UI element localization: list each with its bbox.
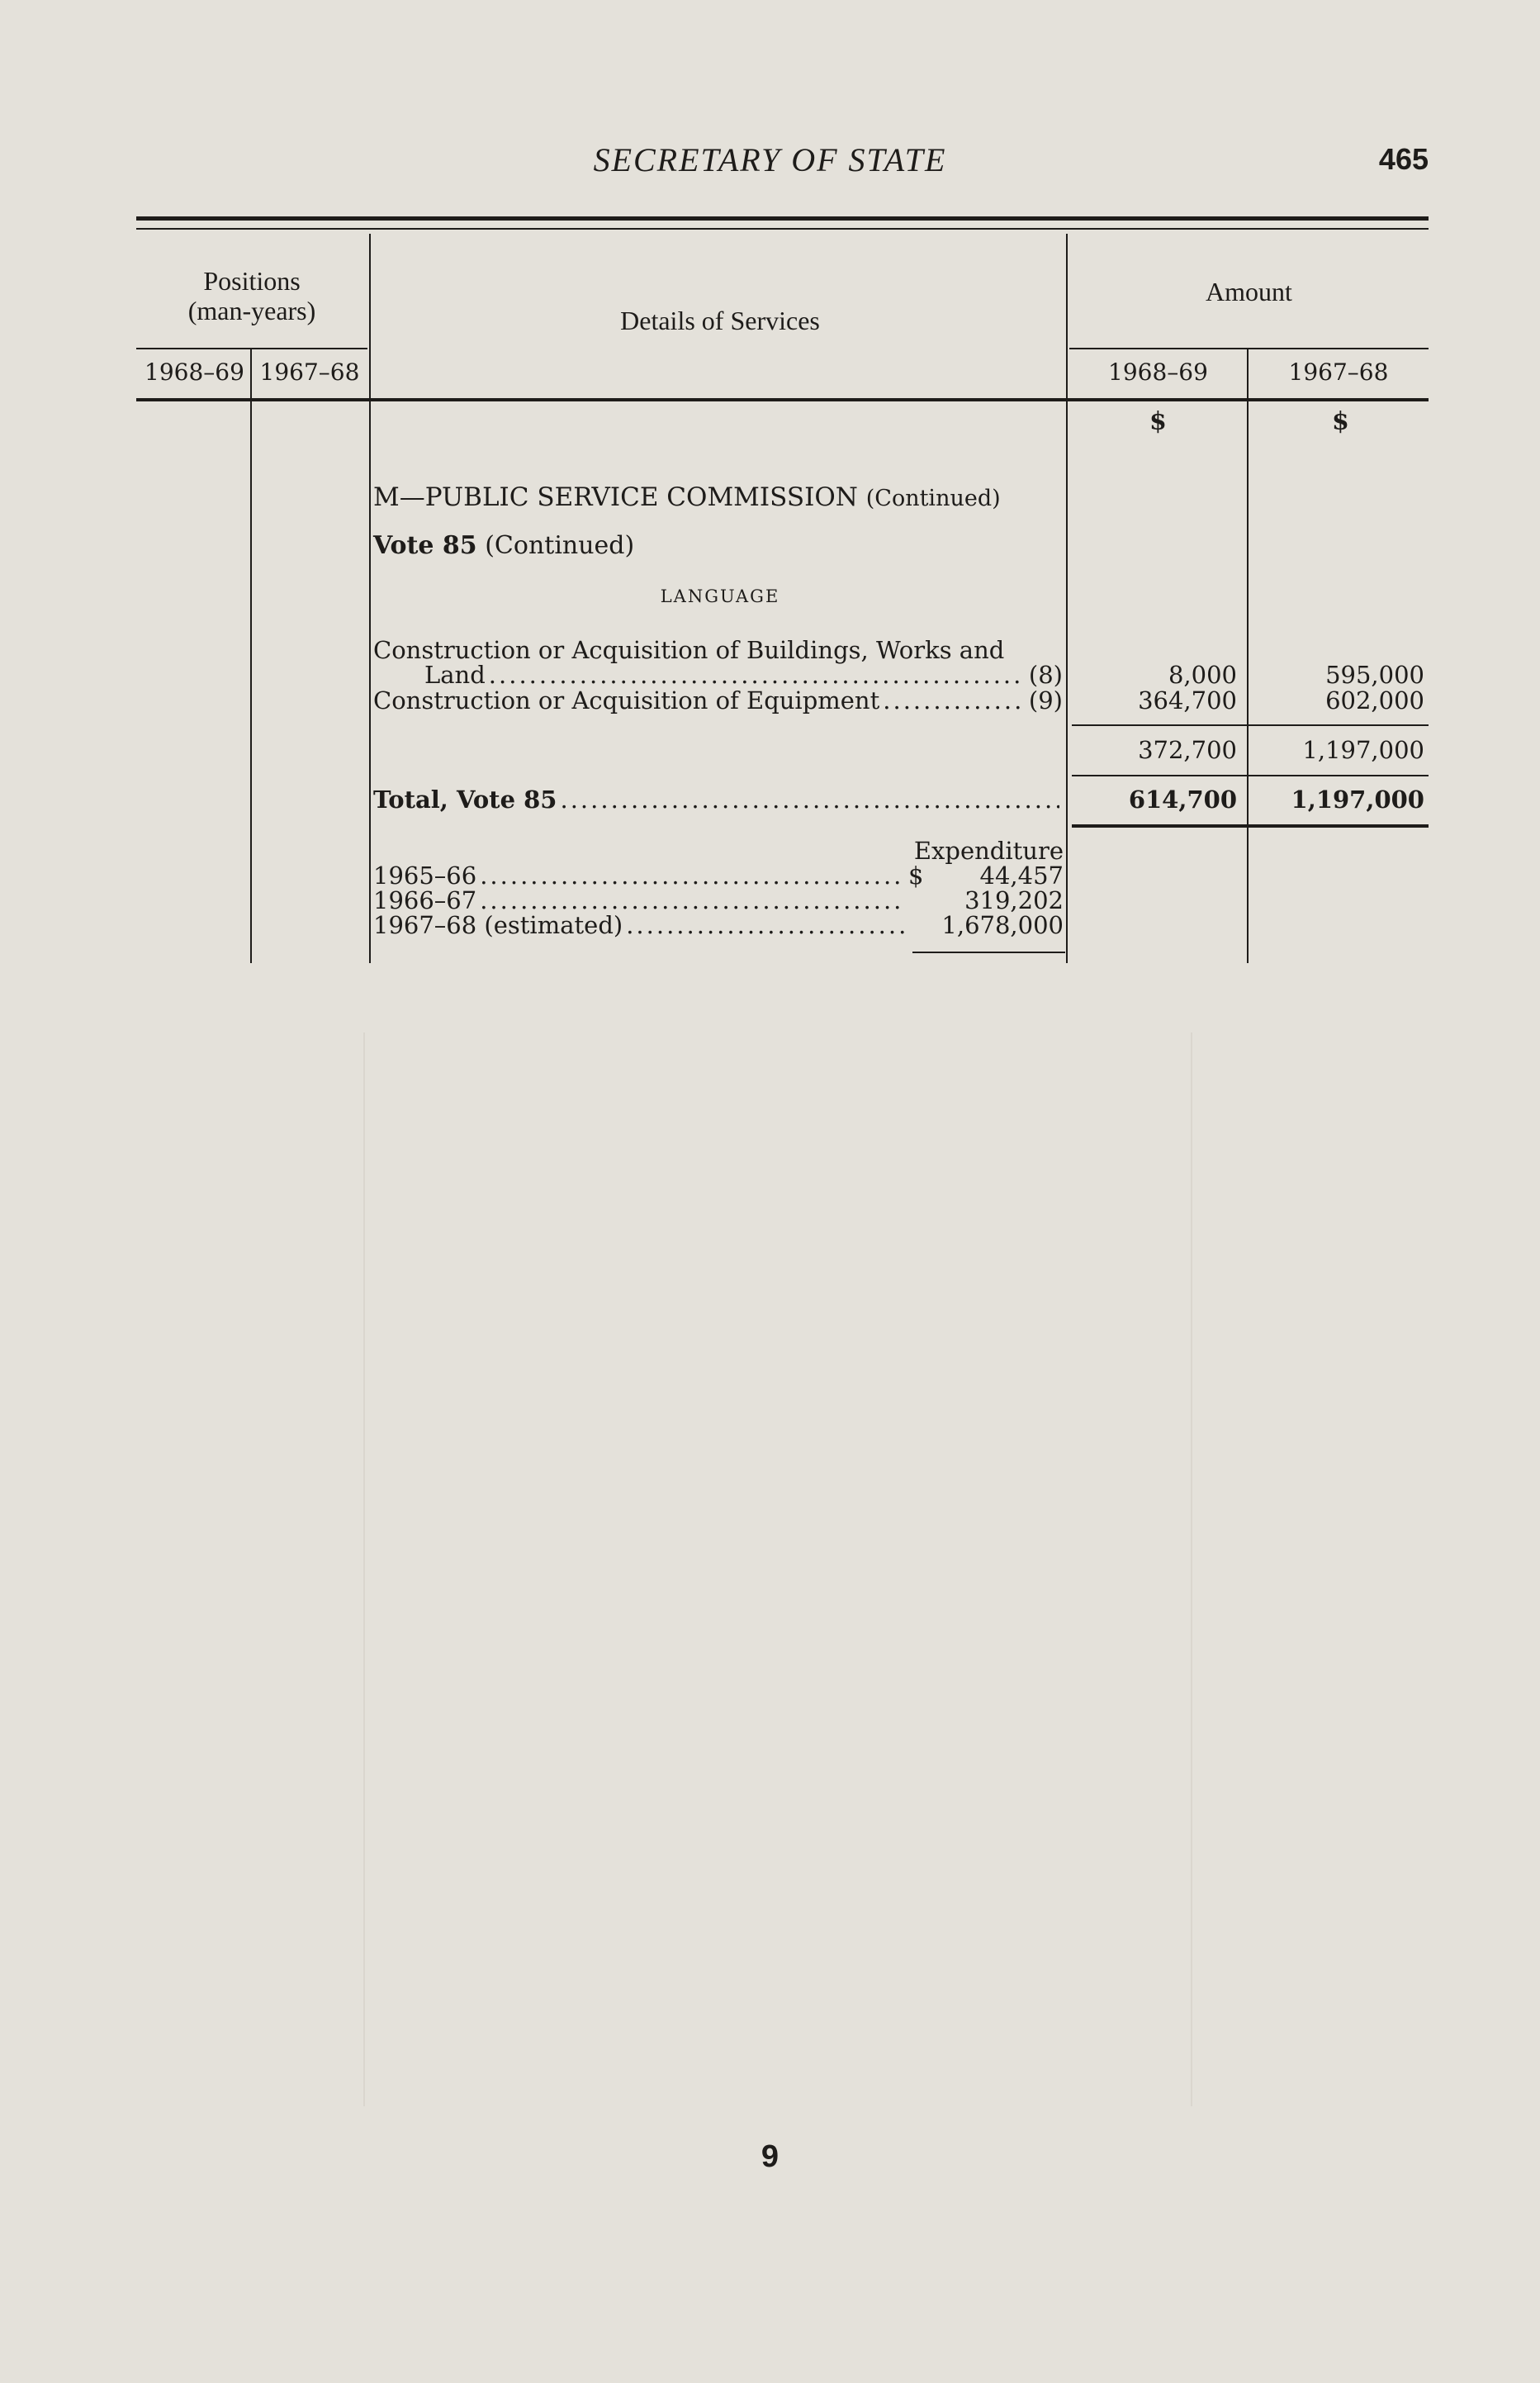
item-1-label-line1: Construction or Acquisition of Buildings, Works and bbox=[373, 636, 1005, 664]
page-number: 465 bbox=[1378, 142, 1429, 176]
item-2-label: Construction or Acquisition of Equipment bbox=[373, 686, 880, 714]
col-rule-positions-split bbox=[250, 348, 252, 963]
subtotal-amount-1968: 372,700 bbox=[1138, 736, 1237, 764]
folio-number: 9 bbox=[761, 2139, 779, 2174]
currency-1968: $ bbox=[1149, 407, 1167, 436]
expenditure-bottom-rule bbox=[912, 952, 1065, 953]
expenditure-year-2: 1966–67 bbox=[373, 886, 477, 914]
positions-header-line1: Positions bbox=[203, 266, 301, 296]
item-1-label-line2: Land bbox=[424, 661, 486, 689]
positions-header bbox=[136, 266, 367, 325]
subtotal-rule bbox=[1072, 724, 1429, 726]
col-rule-details-left bbox=[369, 234, 371, 963]
expenditure-leader-3 bbox=[626, 911, 905, 939]
amount-header: Amount bbox=[1206, 277, 1292, 306]
item-1-amount-1968: 8,000 bbox=[1168, 661, 1237, 689]
currency-1967: $ bbox=[1332, 407, 1349, 436]
amount-year-1968: 1968–69 bbox=[1108, 358, 1208, 386]
section-title-main: M—PUBLIC SERVICE COMMISSION bbox=[373, 482, 858, 512]
vote-continued: (Continued) bbox=[485, 531, 635, 560]
bleed-through bbox=[363, 1032, 1192, 2106]
item-1-leader bbox=[489, 661, 1026, 689]
expenditure-year-3: 1967–68 (estimated) bbox=[373, 911, 623, 939]
col-rule-amount-split bbox=[1247, 348, 1249, 963]
expenditure-currency: $ bbox=[908, 862, 924, 890]
expenditure-heading: Expenditure bbox=[913, 837, 1064, 865]
total-leader bbox=[560, 786, 1059, 814]
item-1-ref: (8) bbox=[1028, 661, 1063, 689]
vote-heading bbox=[373, 531, 634, 560]
amount-header-rule bbox=[1069, 348, 1429, 349]
total-amount-1968: 614,700 bbox=[1128, 786, 1237, 814]
positions-year-1967: 1967–68 bbox=[259, 358, 360, 386]
positions-header-line2: (man-years) bbox=[187, 296, 316, 325]
expenditure-amount-2: 319,202 bbox=[964, 886, 1064, 914]
positions-header-rule bbox=[136, 348, 367, 349]
expenditure-row-1 bbox=[373, 862, 908, 890]
vote-label: Vote 85 bbox=[373, 531, 477, 560]
item-2-leader bbox=[883, 686, 1026, 714]
total-bottom-rule bbox=[1072, 824, 1429, 828]
item-1-amount-1967: 595,000 bbox=[1325, 661, 1424, 689]
item-2-amount-1968: 364,700 bbox=[1138, 686, 1237, 714]
amount-year-1967: 1967–68 bbox=[1288, 358, 1389, 386]
expenditure-row-3 bbox=[373, 911, 908, 939]
header-bottom-rule bbox=[136, 398, 1429, 401]
item-2-line bbox=[373, 686, 1063, 714]
expenditure-amount-1: 44,457 bbox=[979, 862, 1064, 890]
subtotal-amount-1967: 1,197,000 bbox=[1302, 736, 1424, 764]
top-rule bbox=[136, 216, 1429, 221]
total-top-rule bbox=[1072, 775, 1429, 776]
section-title bbox=[373, 482, 1001, 512]
expenditure-row-2 bbox=[373, 886, 908, 914]
item-2-ref: (9) bbox=[1028, 686, 1063, 714]
total-label: Total, Vote 85 bbox=[373, 786, 557, 814]
expenditure-amount-3: 1,678,000 bbox=[941, 911, 1064, 939]
details-header: Details of Services bbox=[620, 306, 820, 335]
total-amount-1967: 1,197,000 bbox=[1291, 786, 1424, 814]
item-2-amount-1967: 602,000 bbox=[1325, 686, 1424, 714]
expenditure-leader-2 bbox=[480, 886, 905, 914]
section-title-continued: (Continued) bbox=[865, 486, 1001, 511]
positions-year-1968: 1968–69 bbox=[145, 358, 244, 386]
expenditure-leader-1 bbox=[480, 862, 905, 890]
top-rule-thin bbox=[136, 228, 1429, 230]
running-head: SECRETARY OF STATE bbox=[593, 141, 947, 178]
expenditure-year-1: 1965–66 bbox=[373, 862, 477, 890]
total-line bbox=[373, 786, 1063, 814]
item-1-line2 bbox=[373, 661, 1063, 689]
subheading-language: LANGUAGE bbox=[660, 586, 780, 606]
